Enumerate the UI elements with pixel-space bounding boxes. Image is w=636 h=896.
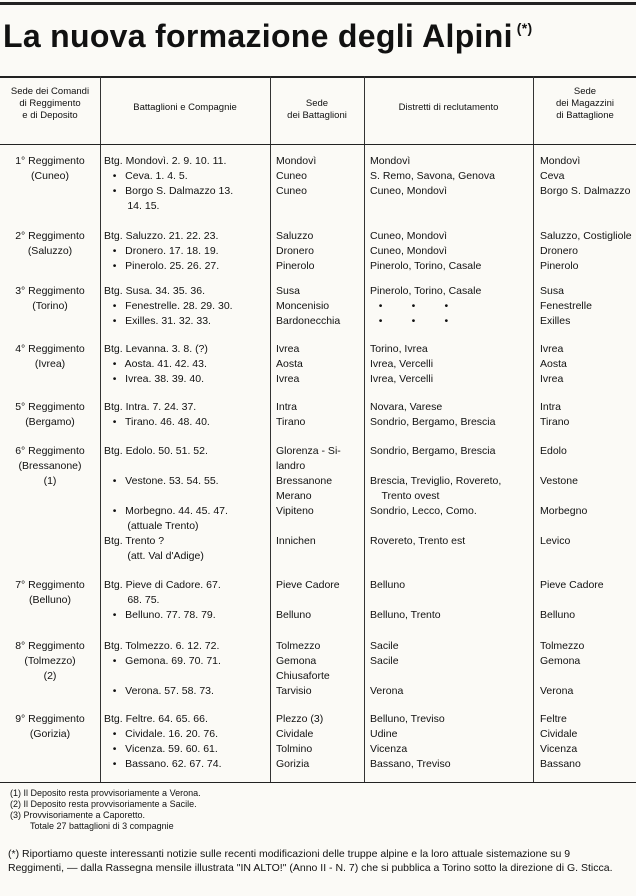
header-depots: Sede dei Magazzini di Battaglione	[555, 86, 615, 121]
note-3: (3) Provvisoriamente a Caporetto.	[10, 810, 146, 820]
battalions-cell: Btg. Saluzzo. 21. 22. 23. • Dronero. 17. 18. 19. • Pinerolo. 25. 26. 27.	[104, 230, 220, 272]
note-1: (1) Il Deposito resta provvisoriamente a Verona.	[10, 788, 201, 798]
districts-cell: Cuneo, Mondovì Cuneo, Mondovì Pinerolo, Torino, Casale	[370, 230, 482, 272]
districts-cell: Novara, Varese Sondrio, Bergamo, Brescia	[370, 401, 496, 428]
battalions-cell: Btg. Mondovì. 2. 9. 10. 11. • Ceva. 1. 4. 5. • Borgo S. Dalmazzo 13. 14. 15.	[104, 155, 234, 212]
table-bottom-rule	[0, 782, 636, 783]
battalion-seat-cell: Ivrea Aosta Ivrea	[276, 343, 303, 385]
districts-cell: Sacile Sacile Verona	[370, 640, 404, 697]
battalion-seat-cell: Plezzo (3) Cividale Tolmino Gorizia	[276, 713, 324, 770]
page-title	[3, 18, 532, 55]
header-battalion-seat: Sede dei Battaglioni	[287, 98, 347, 121]
regiment-name: 3° Reggimento (Torino)	[15, 285, 85, 312]
battalion-seat-cell: Intra Tirano	[276, 401, 306, 428]
regiment-name: 1° Reggimento (Cuneo)	[15, 155, 85, 182]
depots-cell: Susa Fenestrelle Exilles	[540, 285, 592, 327]
column-divider	[364, 76, 365, 783]
battalion-seat-cell: Mondovì Cuneo Cuneo	[276, 155, 317, 197]
column-divider	[533, 76, 534, 783]
regiment-name: 6° Reggimento (Bressanone) (1)	[15, 445, 85, 487]
depots-cell: Tolmezzo Gemona Verona	[540, 640, 585, 697]
battalions-cell: Btg. Susa. 34. 35. 36. • Fenestrelle. 28. 29. 30. • Exilles. 31. 32. 33.	[104, 285, 233, 327]
header-rule	[0, 144, 636, 145]
depots-cell: Saluzzo, Costigliole Dronero Pinerolo	[540, 230, 632, 272]
depots-cell: Edolo Vestone Morbegno Levico	[540, 445, 588, 547]
table-top-rule	[0, 76, 636, 78]
column-divider	[270, 76, 271, 783]
battalion-seat-cell: Pieve Cadore Belluno	[276, 579, 340, 621]
regiment-name: 4° Reggimento (Ivrea)	[15, 343, 85, 370]
total-line: Totale 27 battaglioni di 3 compagnie	[30, 821, 174, 831]
notes	[10, 788, 201, 832]
districts-cell: Belluno, Treviso Udine Vicenza Bassano, Treviso	[370, 713, 451, 770]
battalion-seat-cell: Saluzzo Dronero Pinerolo	[276, 230, 315, 272]
top-rule	[0, 2, 636, 5]
districts-cell: Mondovì S. Remo, Savona, Genova Cuneo, Mondovì	[370, 155, 495, 197]
battalions-cell: Btg. Intra. 7. 24. 37. • Tirano. 46. 48. 40.	[104, 401, 210, 428]
regiment-name: 7° Reggimento (Belluno)	[15, 579, 85, 606]
regiments-table	[0, 76, 636, 783]
districts-cell: Belluno Belluno, Trento	[370, 579, 441, 621]
footnote: (*) Riportiamo queste interessanti notizie sulle recenti modificazioni delle truppe alpine e la loro attuale sistemazione su 9 Reggimenti, — dalla Rassegna mensile illustrata "IN ALTO!" (Anno II - N. 7) che si pubblica a Torino sotto la direzione di G. Sticca.	[8, 848, 613, 874]
districts-cell: Sondrio, Bergamo, Brescia Brescia, Treviglio, Rovereto, Trento ovest Sondrio, Lecco, Como. Rovereto, Trento est	[370, 445, 502, 547]
battalions-cell: Btg. Edolo. 50. 51. 52. • Vestone. 53. 54. 55. • Morbegno. 44. 45. 47. (attuale Trento) Btg. Trento ? (att. Val d'Adige)	[104, 445, 228, 562]
battalions-cell: Btg. Levanna. 3. 8. (?) • Aosta. 41. 42. 43. • Ivrea. 38. 39. 40.	[104, 343, 208, 385]
battalions-cell: Btg. Pieve di Cadore. 67. 68. 75. • Belluno. 77. 78. 79.	[104, 579, 221, 621]
regiment-name: 2° Reggimento (Saluzzo)	[15, 230, 85, 257]
districts-cell: Torino, Ivrea Ivrea, Vercelli Ivrea, Vercelli	[370, 343, 434, 385]
battalions-cell: Btg. Tolmezzo. 6. 12. 72. • Gemona. 69. 70. 71. • Verona. 57. 58. 73.	[104, 640, 221, 697]
districts-cell: Pinerolo, Torino, Casale • • • • • •	[370, 285, 482, 327]
column-divider	[100, 76, 101, 783]
depots-cell: Feltre Cividale Vicenza Bassano	[540, 713, 581, 770]
depots-cell: Pieve Cadore Belluno	[540, 579, 604, 621]
header-regiment: Sede dei Comandi di Reggimento e di Deposito	[10, 86, 90, 121]
title-text: La nuova formazione degli Alpini	[3, 18, 513, 54]
depots-cell: Ivrea Aosta Ivrea	[540, 343, 567, 385]
regiment-name: 9° Reggimento (Gorizia)	[15, 713, 85, 740]
depots-cell: Intra Tirano	[540, 401, 570, 428]
battalions-cell: Btg. Feltre. 64. 65. 66. • Cividale. 16. 20. 76. • Vicenza. 59. 60. 61. • Bassano. 62. 67. 74.	[104, 713, 222, 770]
header-districts: Distretti di reclutamento	[398, 102, 499, 113]
regiment-name: 5° Reggimento (Bergamo)	[15, 401, 85, 428]
title-footnote-mark: (*)	[516, 20, 533, 36]
battalion-seat-cell: Susa Moncenisio Bardonecchia	[276, 285, 341, 327]
note-2: (2) Il Deposito resta provvisoriamente a Sacile.	[10, 799, 197, 809]
battalion-seat-cell: Glorenza - Si- landro Bressanone Merano Vipiteno Innichen	[276, 445, 341, 547]
battalion-seat-cell: Tolmezzo Gemona Chiusaforte Tarvisio	[276, 640, 330, 697]
depots-cell: Mondovì Ceva Borgo S. Dalmazzo	[540, 155, 631, 197]
header-battalions: Battaglioni e Compagnie	[133, 102, 237, 113]
regiment-name: 8° Reggimento (Tolmezzo) (2)	[15, 640, 85, 682]
